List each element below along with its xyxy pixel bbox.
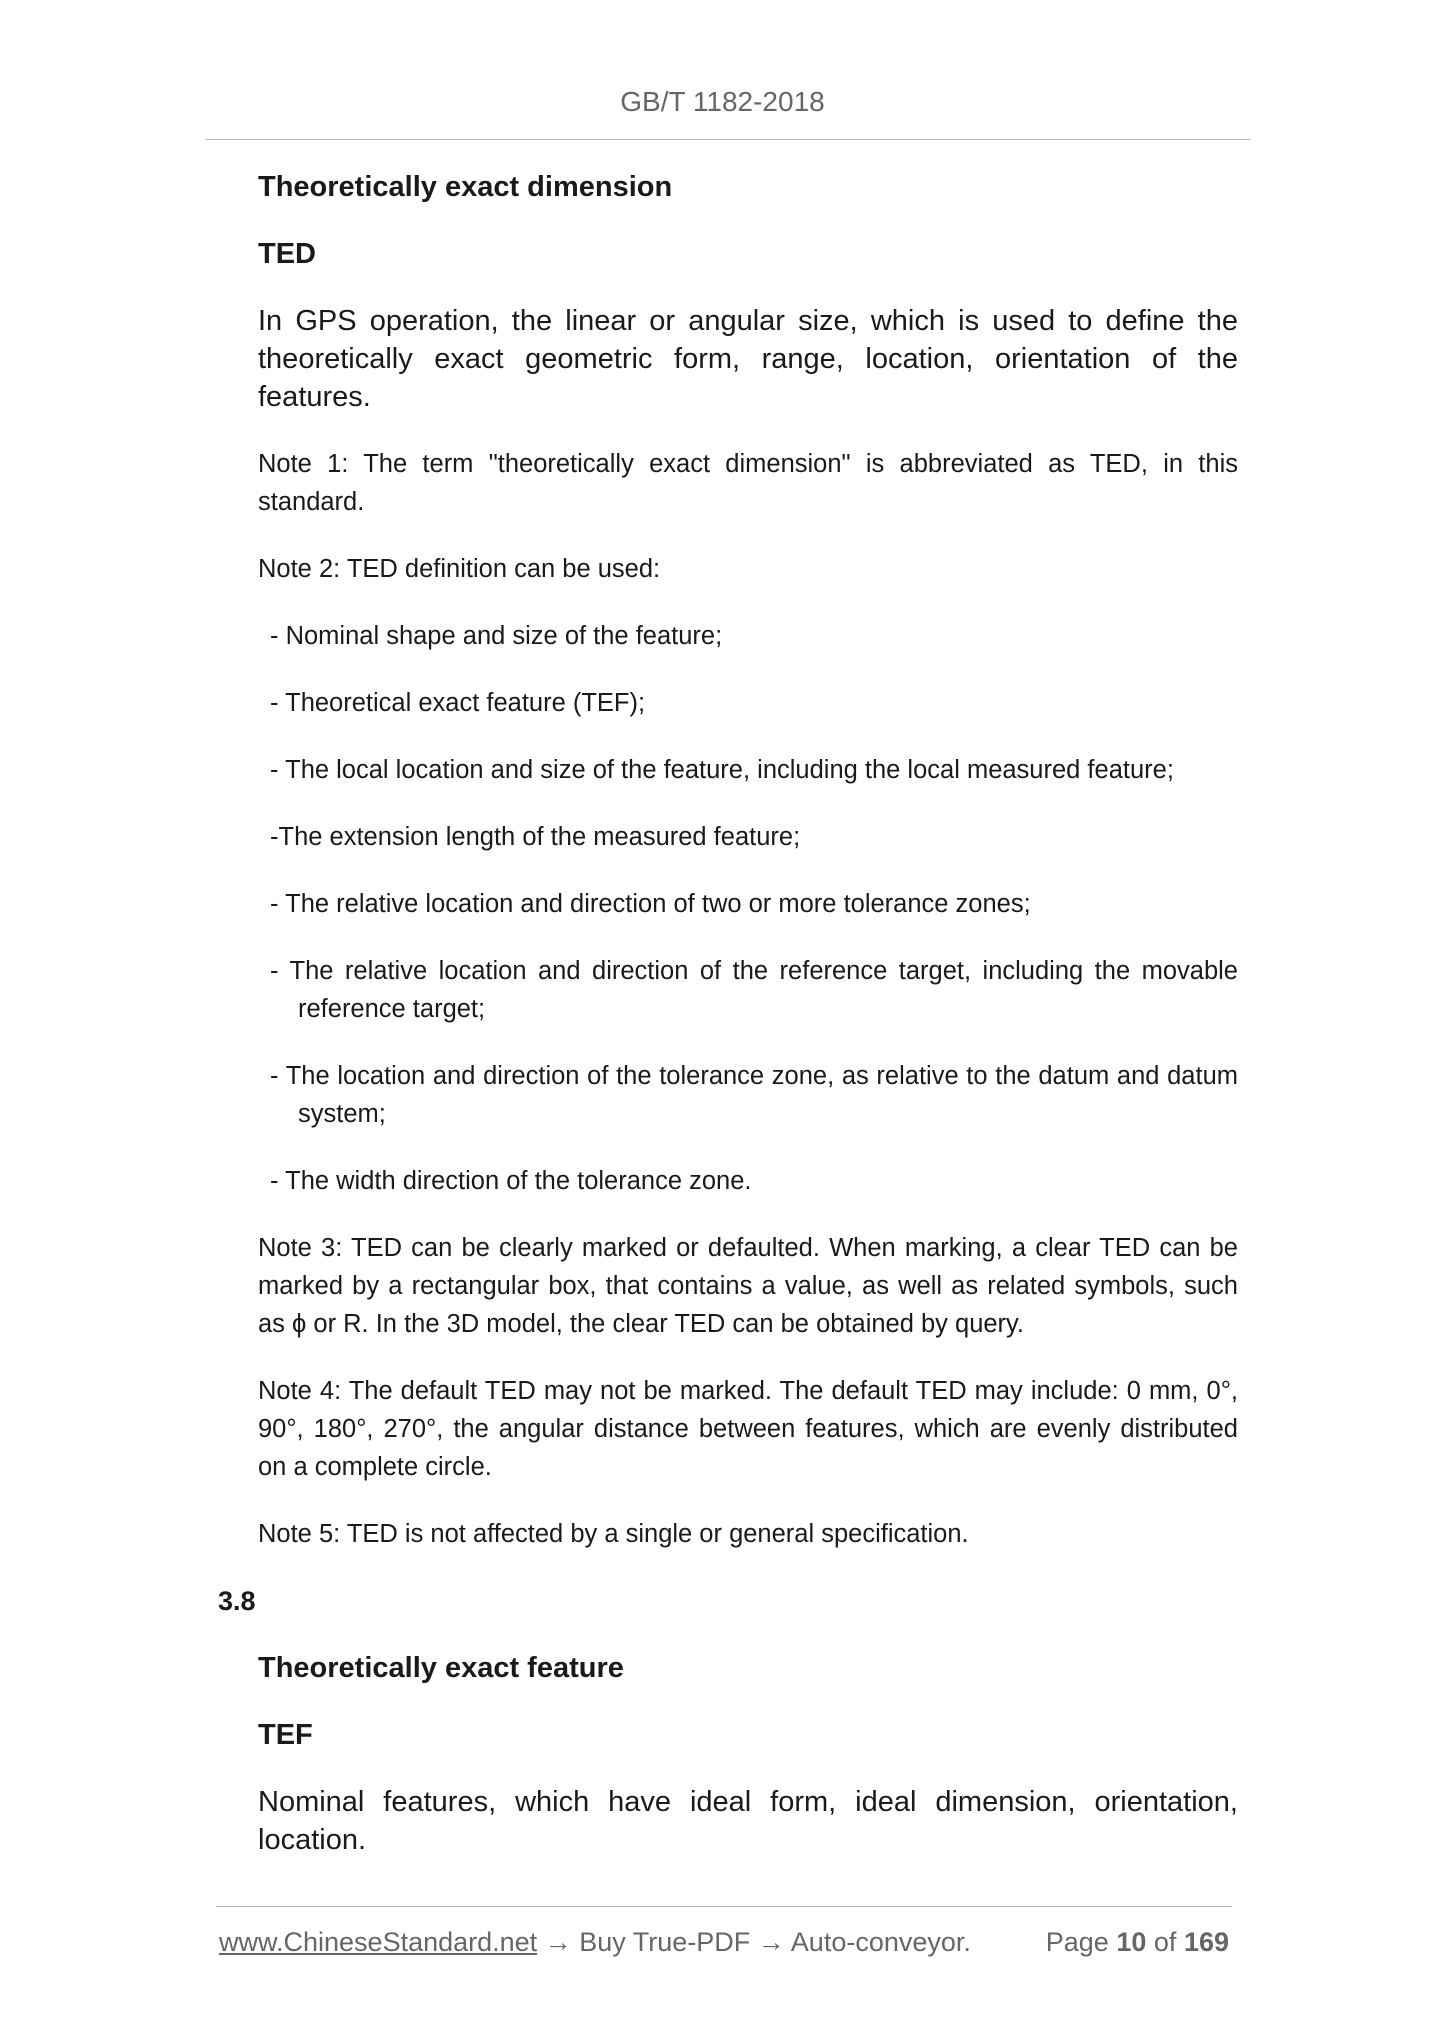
section-number: 3.8 xyxy=(218,1586,256,1616)
list-item: - The local location and size of the feature, including the local measured feature; xyxy=(270,756,1174,784)
page-current: 10 xyxy=(1116,1927,1147,1957)
list-item: - The relative location and direction of two or more tolerance zones; xyxy=(270,890,1031,918)
header-divider xyxy=(206,139,1250,140)
list-item: - Theoretical exact feature (TEF); xyxy=(270,689,646,717)
note-3: Note 3: TED can be clearly marked or defaulted. When marking, a clear TED can be marked by a rectangular box, that contains a value, as well as related symbols, such as ϕ or R. In the 3D model, the clear TED can be obtained by query. xyxy=(258,1234,1238,1338)
section-definition: Nominal features, which have ideal form, ideal dimension, orientation, location. xyxy=(258,1786,1238,1856)
section-abbreviation: TEF xyxy=(258,1719,313,1751)
list-item: -The extension length of the measured feature; xyxy=(270,823,801,851)
term-title: Theoretically exact dimension xyxy=(258,171,673,203)
page-label: Page xyxy=(1045,1927,1109,1957)
page-header-title: GB/T 1182-2018 xyxy=(620,86,825,117)
list-item: - The relative location and direction of the reference target, including the movable reference target; xyxy=(270,957,1238,1023)
list-item: - Nominal shape and size of the feature; xyxy=(270,622,723,650)
note-4: Note 4: The default TED may not be marked. The default TED may include: 0 mm, 0°, 90°, 180°, 270°, the angular distance between features, which are evenly distributed on a complete circle. xyxy=(258,1377,1238,1481)
section-title: Theoretically exact feature xyxy=(258,1652,624,1684)
arrow-right-icon: → xyxy=(757,1927,785,1957)
buy-pdf-text: Buy True-PDF xyxy=(579,1927,751,1957)
note-2: Note 2: TED definition can be used: xyxy=(258,555,661,583)
auto-conveyor-text: Auto-conveyor. xyxy=(790,1927,971,1957)
list-item: - The location and direction of the tolerance zone, as relative to the datum and datum system; xyxy=(270,1062,1238,1128)
footer-links xyxy=(219,1924,971,1960)
term-abbreviation: TED xyxy=(258,238,316,270)
page-content xyxy=(218,168,1238,1888)
page-number xyxy=(1046,1924,1229,1960)
arrow-right-icon: → xyxy=(544,1927,572,1957)
list-item: - The width direction of the tolerance zone. xyxy=(270,1167,752,1195)
note-5: Note 5: TED is not affected by a single or general specification. xyxy=(258,1520,969,1548)
footer-divider xyxy=(216,1906,1232,1907)
term-definition: In GPS operation, the linear or angular size, which is used to define the theoretically exact geometric form, range, location, orientation of the features. xyxy=(258,305,1238,413)
page-total: 169 xyxy=(1183,1927,1229,1957)
page-of: of xyxy=(1153,1927,1177,1957)
website-link[interactable]: www.ChineseStandard.net xyxy=(219,1927,538,1957)
note-1: Note 1: The term "theoretically exact dimension" is abbreviated as TED, in this standard. xyxy=(258,450,1238,516)
